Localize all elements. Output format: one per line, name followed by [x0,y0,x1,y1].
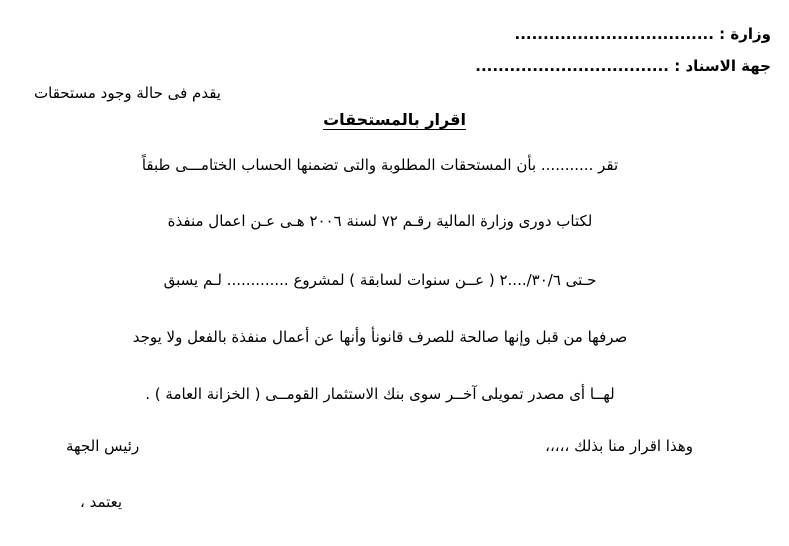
document-title [0,110,789,130]
body-line: صرفها من قبل وإنها صالحة للصرف قانونأ وأنها عن أعمال منفذة بالفعل ولا يوجد [132,328,628,346]
body-line: تقر ........... بأن المستحقات المطلوبة والتى تضمنها الحساب الختامـــى طبقاً [141,156,619,174]
document-title-text: اقرار بالمستحقات [323,110,466,129]
head-of-authority-label: رئيس الجهة [66,437,140,455]
body-line: حـتى ٣٠/٦/....٢ ( عــن سنوات لسابقة ) لمشروع ............. لـم يسبق [163,271,597,289]
body-line: لكتاب دورى وزارة المالية رقـم ٧٢ لسنة ٢٠٠٦ هـى عـن اعمال منفذة [167,212,593,230]
approval-label: يعتمد ، [80,493,123,511]
submission-note: يقدم فى حالة وجود مستحقات [34,84,221,102]
authority-field: جهة الاسناد : .................................. [475,57,771,75]
ministry-field: وزارة : ................................... [514,25,771,43]
closing-statement: وهذا اقرار منا بذلك ،،،،، [545,437,693,455]
body-line: لهــا أى مصدر تمويلى آخــر سوى بنك الاستثمار القومــى ( الخزانة العامة ) . [145,385,615,403]
